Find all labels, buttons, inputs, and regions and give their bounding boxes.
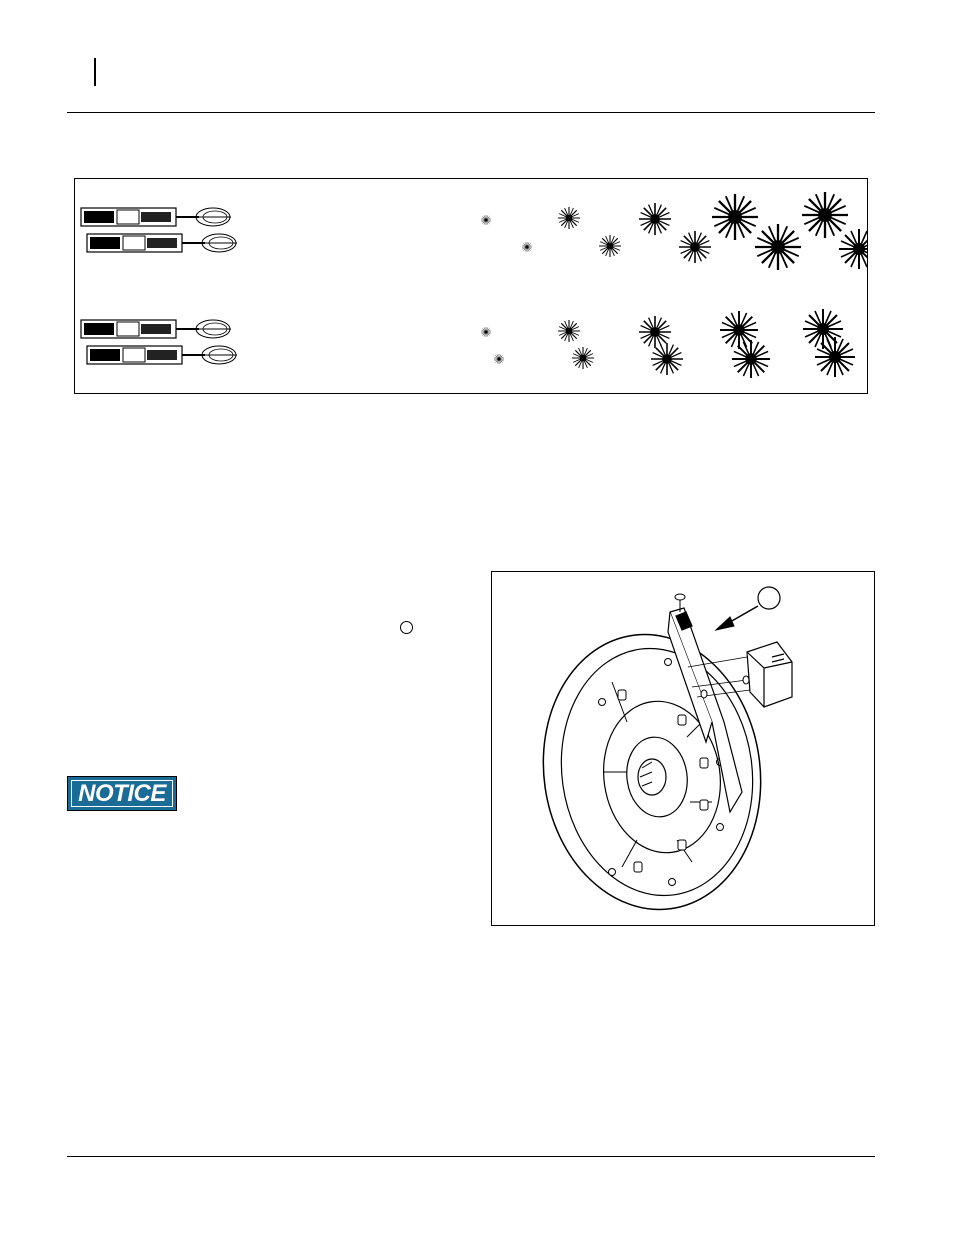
- notice-label: NOTICE: [71, 780, 173, 807]
- notice-badge: [67, 776, 177, 811]
- weed-cluster-icon: [481, 192, 867, 378]
- figure-row-units-weeds: [74, 178, 868, 394]
- callout-arrow-icon: [716, 587, 780, 630]
- header-rule: [67, 112, 875, 113]
- callout-reference-circle: [400, 621, 413, 634]
- footer-rule: [67, 1156, 875, 1157]
- planter-row-unit-icon: [81, 208, 237, 364]
- seed-meter-housing-icon: [492, 572, 874, 925]
- figure-seed-meter: [491, 571, 875, 926]
- header-margin-bar: [94, 58, 96, 86]
- row-units-weeds-illustration: [75, 179, 867, 393]
